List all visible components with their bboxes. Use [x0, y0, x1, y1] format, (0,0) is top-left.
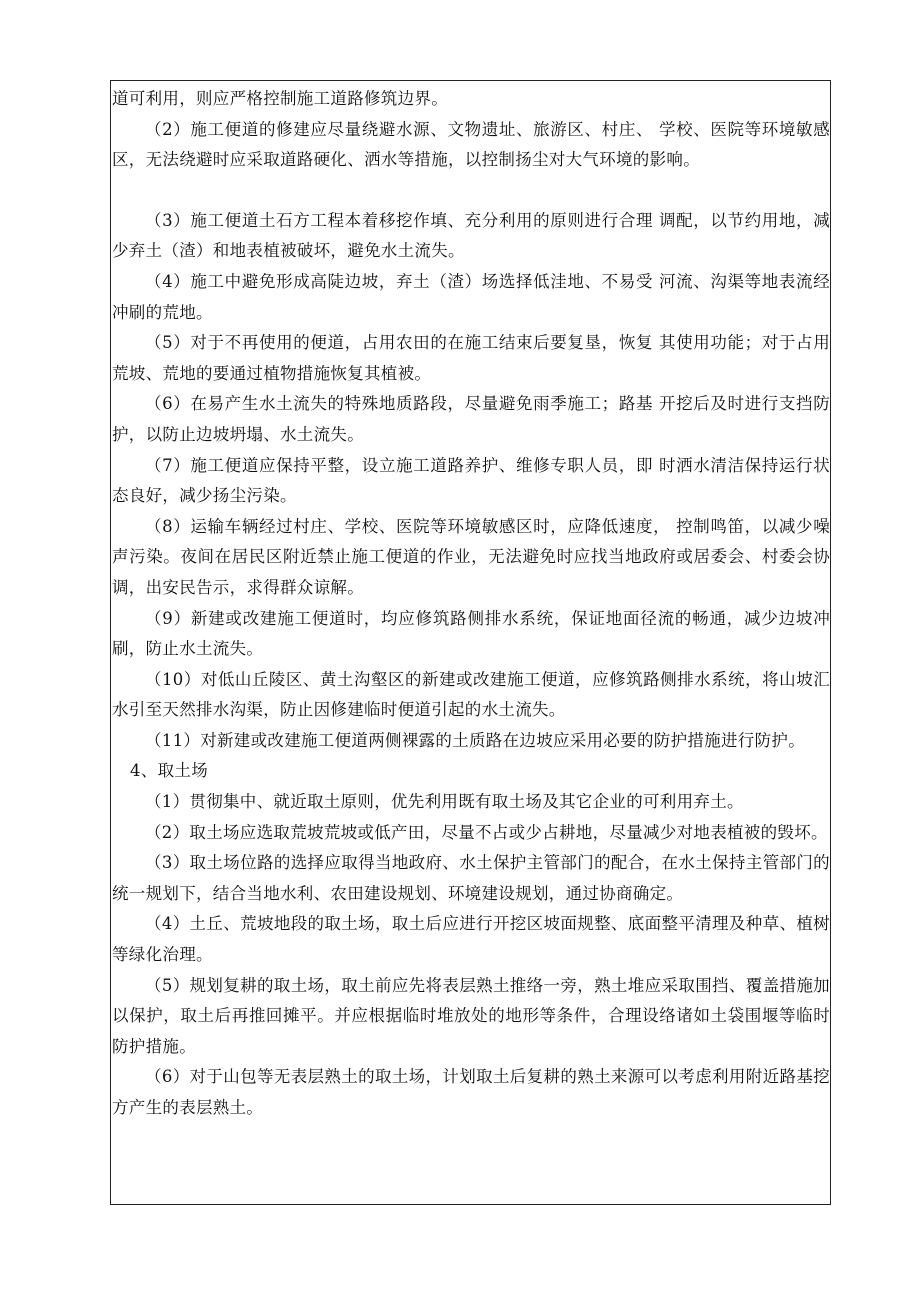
paragraph-item-5: （5）对于不再使用的便道，占用农田的在施工结束后要复垦，恢复 其使用功能；对于占用荒坡、荒地的要通过植物措施恢复其植被。: [112, 333, 830, 383]
paragraph-item-6: （6）在易产生水土流失的特殊地质路段，尽量避免雨季施工；路基 开挖后及时进行支挡防护，以防止边坡坍塌、水土流失。: [112, 394, 830, 444]
borrow-pit-item-2: （2）取土场应选取荒坡荒坡或低产田，尽量不占或少占耕地，尽量减少对地表植被的毁坏。: [145, 822, 828, 842]
section-heading-borrow-pit: 4、取土场: [130, 761, 208, 781]
borrow-pit-item-6: （6）对于山包等无表层熟土的取土场，计划取土后复耕的熟土来源可以考虑利用附近路基挖方产生的表层熟土。: [112, 1067, 830, 1117]
borrow-pit-item-5: （5）规划复耕的取土场，取土前应先将表层熟土推络一旁，熟土堆应采取围挡、覆盖措施加以保护，取土后再推回摊平。并应根据临时堆放处的地形等条件，合理设络诸如土袋围堰等临时防护措施。: [112, 975, 830, 1056]
paragraph-item-11: （11）对新建或改建施工便道两侧裸露的土质路在边坡应采用必要的防护措施进行防护。: [145, 730, 805, 750]
blank-line: [112, 176, 830, 206]
paragraph-continued: 道可利用，则应严格控制施工道路修筑边界。: [112, 89, 448, 108]
borrow-pit-item-1: （1）贯彻集中、就近取土原则，优先利用既有取土场及其它企业的可利用弃土。: [145, 792, 744, 812]
paragraph-item-7: （7）施工便道应保持平整，设立施工道路养护、维修专职人员，即 时洒水清洁保持运行状态良好，减少扬尘污染。: [112, 455, 830, 506]
paragraph-item-9: （9）新建或改建施工便道时，均应修筑路侧排水系统，保证地面径流的畅通，减少边坡冲刷，防止水土流失。: [112, 608, 830, 659]
paragraph-item-8: （8）运输车辆经过村庄、学校、医院等环境敏感区时，应降低速度， 控制鸣笛，以减少噪声污染。夜间在居民区附近禁止施工便道的作业，无法避免时应找当地政府或居委会、村委会协调，出安民告示，求得群众谅解。: [112, 516, 830, 597]
paragraph-item-4: （4）施工中避免形成高陡边坡，弃土（渣）场选择低洼地、不易受 河流、沟渠等地表流经冲刷的荒地。: [112, 271, 830, 322]
borrow-pit-item-4: （4）土丘、荒坡地段的取土场，取土后应进行开挖区坡面规整、底面整平清理及种草、植树等绿化治理。: [112, 914, 830, 965]
paragraph-item-3: （3）施工便道土石方工程本着移挖作填、充分利用的原则进行合理 调配，以节约用地，减少弃土（渣）和地表植被破坏，避免水土流失。: [112, 210, 830, 261]
paragraph-item-2: （2）施工便道的修建应尽量绕避水源、文物遗址、旅游区、村庄、 学校、医院等环境敏感区，无法绕避时应采取道路硬化、洒水等措施，以控制扬尘对大气环境的影响。: [112, 119, 830, 170]
borrow-pit-item-3: （3）取土场位路的选择应取得当地政府、水土保护主管部门的配合，在水土保持主管部门的统一规划下，结合当地水利、农田建设规划、环境建设规划，通过协商确定。: [112, 853, 830, 903]
document-body: [112, 84, 830, 1124]
paragraph-item-10: （10）对低山丘陵区、黄土沟壑区的新建或改建施工便道，应修筑路侧排水系统，将山坡汇水引至天然排水沟渠，防止因修建临时便道引起的水土流失。: [112, 669, 830, 720]
